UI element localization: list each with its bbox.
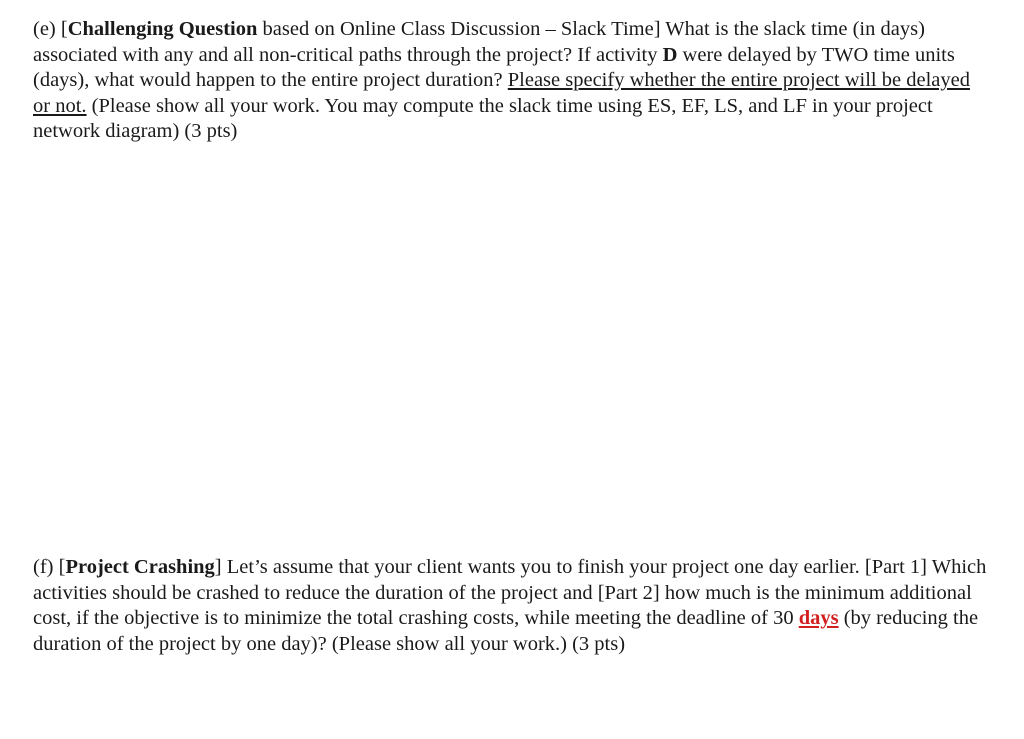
question-f — [33, 555, 991, 657]
question-e — [33, 17, 991, 145]
question-f-text-2: (by reducing the duration of the project by one day)? (Please show all your work.) (3 pts) — [33, 607, 979, 655]
question-f-label: (f) [ — [33, 556, 66, 578]
question-e-text-1: based on Online Class Discussion – Slack Time] What is the slack time (in days) associated with any and all non-critical paths through the project? If activity — [33, 18, 925, 66]
question-e-underlined-instruction: Please specify whether the entire project will be delayed or not. — [33, 69, 970, 117]
question-e-label: (e) [ — [33, 18, 68, 40]
question-f-highlight: days — [798, 607, 839, 629]
question-e-text-3: (Please show all your work. You may compute the slack time using ES, EF, LS, and LF in your project network diagram) (3 pts) — [33, 94, 933, 142]
question-e-activity: D — [662, 43, 678, 66]
question-f-title: Project Crashing — [65, 556, 215, 578]
question-e-text-2: were delayed by TWO time units (days), what would happen to the entire project duration? — [33, 43, 955, 91]
question-e-title: Challenging Question — [67, 18, 258, 40]
question-f-text-1: ] Let’s assume that your client wants you to finish your project one day earlier. [Part 1] Which activities should be crashed to reduce the duration of the project and [Part 2] how much is the minimum additional cost, if the objective is to minimize the total crashing costs, while meeting the deadline of 30 — [33, 556, 987, 629]
